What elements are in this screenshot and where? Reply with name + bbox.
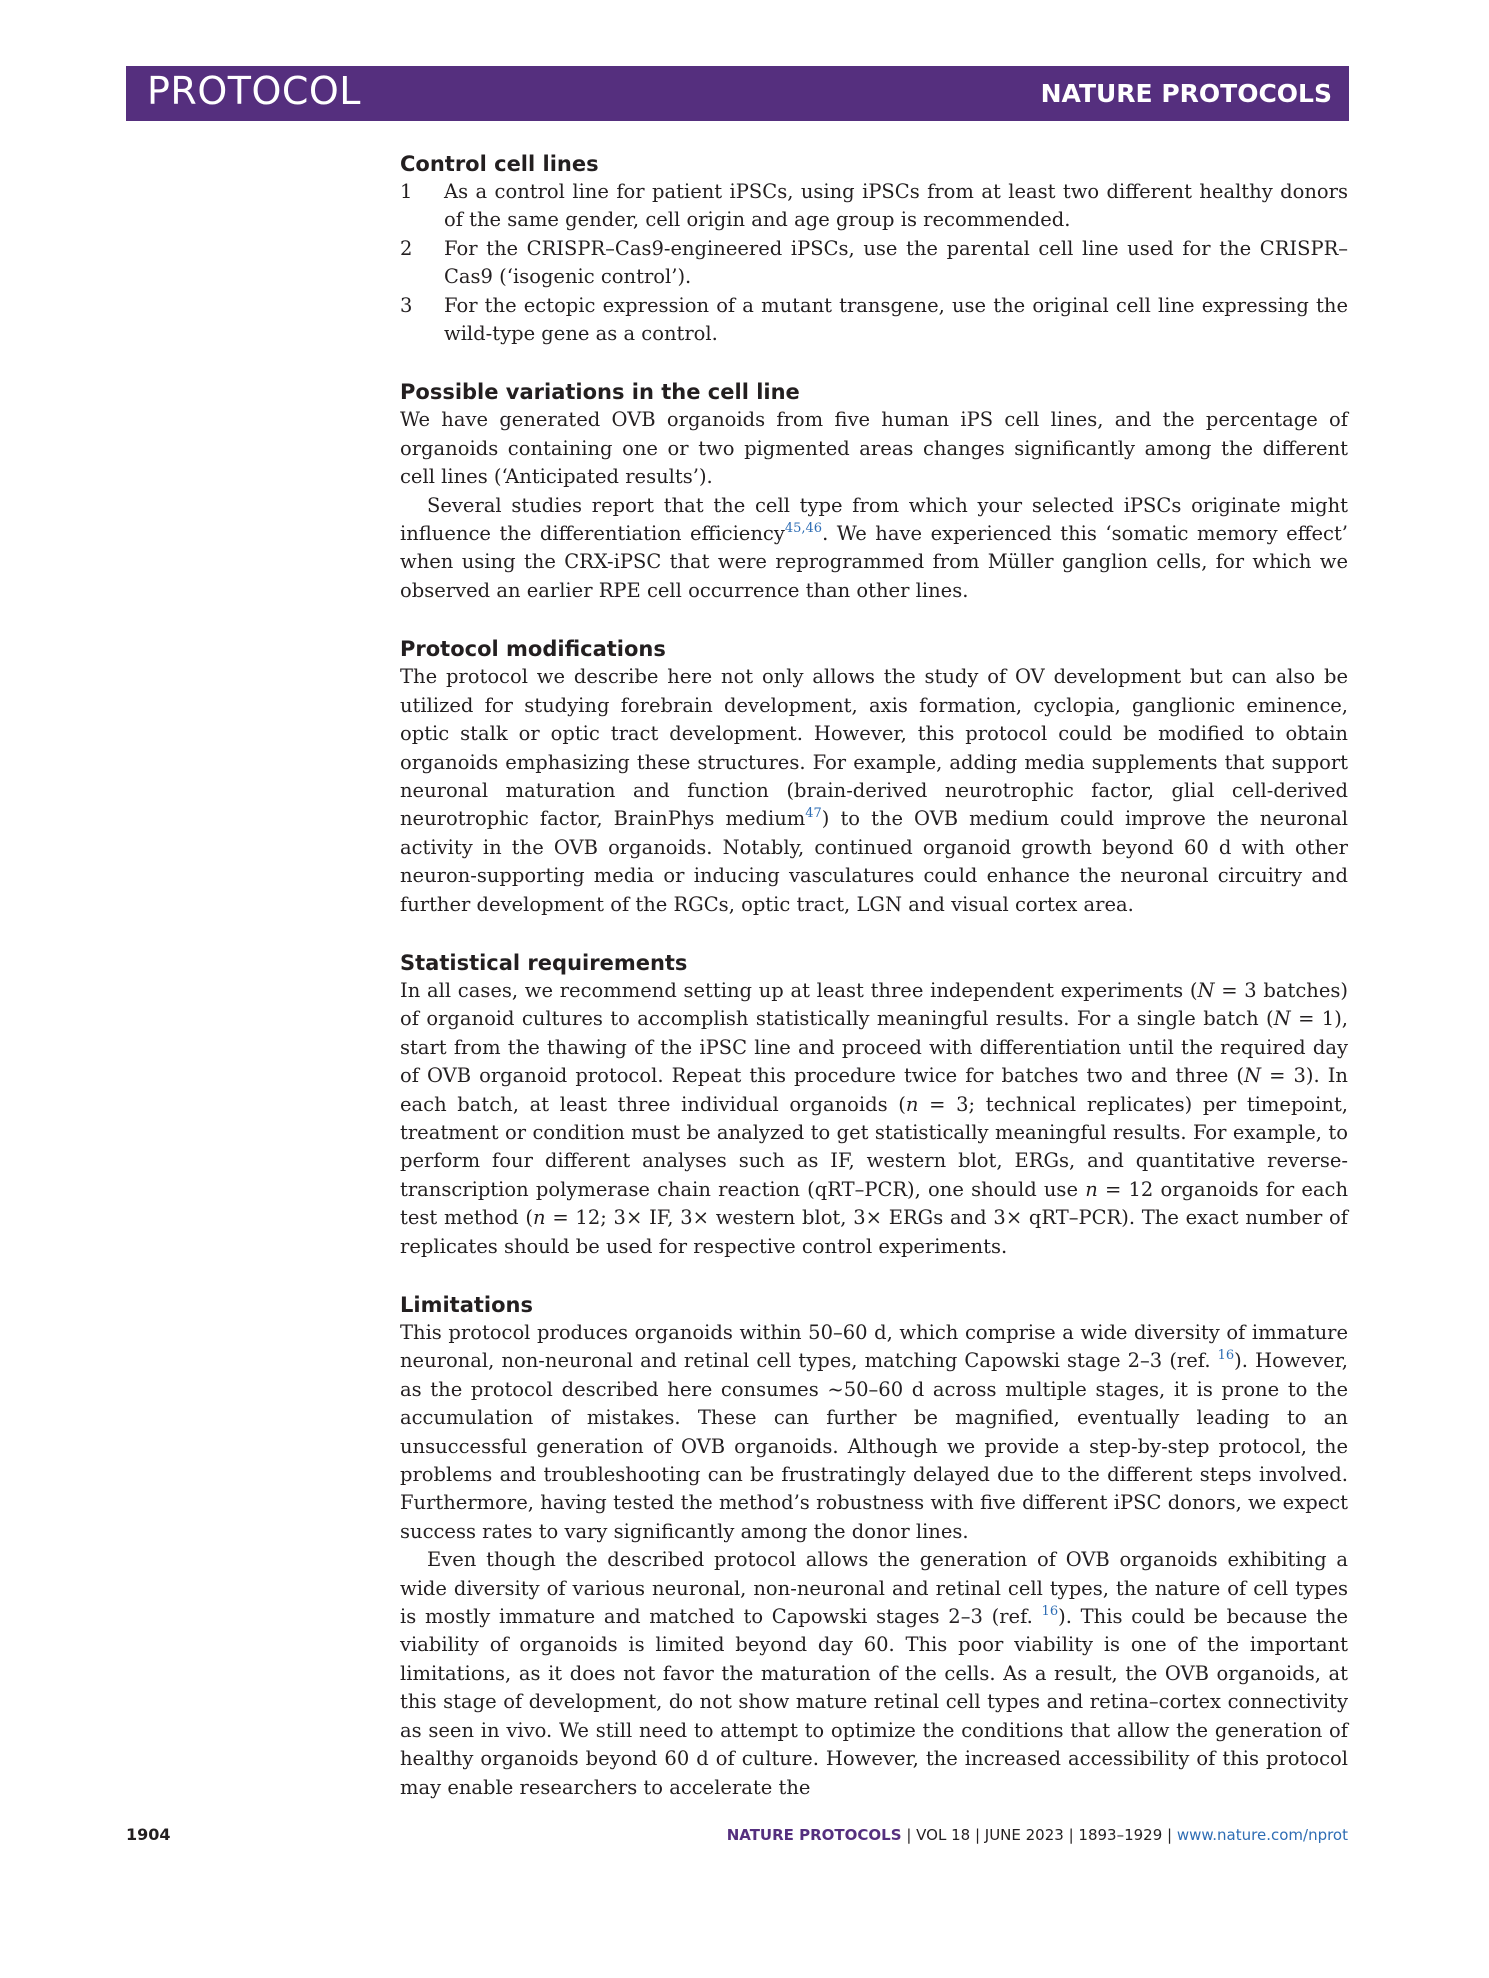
section-control-cell-lines [400, 150, 1348, 348]
paragraph-text: In all cases, we recommend setting up at least three independent experiments ( [400, 978, 1198, 1002]
footer-separator: | [1063, 1826, 1079, 1844]
math-variable: n [1085, 1177, 1098, 1201]
section-statistical-requirements [400, 949, 1348, 1261]
footer-separator: | [1162, 1826, 1177, 1844]
footer-volume: VOL 18 [916, 1826, 971, 1844]
list-item-number: 3 [400, 293, 413, 317]
paragraph-text: The protocol we describe here not only allows the study of OV development but can also be utilized for studying forebrain development, axis formation, cyclopia, ganglionic eminence, optic stalk or optic tract development. However, this protocol could be modified to obtain organoids emphasizing these structures. For example, adding media supplements that support neuronal maturation and function (brain-derived neurotrophic factor, glial cell-derived neurotrophic factor, BrainPhys medium [400, 665, 1348, 831]
footer-pages: 1893–1929 [1078, 1826, 1163, 1844]
math-variable: N [1243, 1064, 1262, 1088]
paragraph [400, 492, 1348, 606]
paragraph-text: = 12 organoids for each test method ( [400, 1177, 1349, 1230]
paragraph [400, 1319, 1348, 1546]
paragraph [400, 663, 1348, 919]
list-item-number: 1 [400, 180, 413, 203]
paragraph: We have generated OVB organoids from five human iPS cell lines, and the percentage of organoids containing one or two pigmented areas changes significantly among the different cell lines (‘Anticipated results’). [400, 408, 1348, 489]
footer-separator: | [970, 1826, 985, 1844]
list-item [400, 292, 1348, 349]
paragraph-text: ) to the OVB medium could improve the neuronal activity in the OVB organoids. Notably, continued organoid growth beyond 60 d with other neuron-supporting media or inducing vasculatures could enhance the neuronal circuitry and further development of the RGCs, optic tract, LGN and visual cortex area. [400, 807, 1348, 916]
section-limitations [400, 1291, 1348, 1802]
paragraph-text: = 3). In each batch, at least three individual organoids ( [400, 1064, 1348, 1116]
paragraph-text: ). However, as the protocol described here consumes ~50–60 d across multiple stages, it is prone to the accumulation of mistakes. These can further be magnified, eventually leading to an unsuccessful generation of OVB organoids. Although we provide a step-by-step protocol, the problems and troubleshooting can be frustratingly delayed due to the different steps involved. Furthermore, having tested the method’s robustness with five different iPSC donors, we expect success rates to vary significantly among the donor lines. [400, 1349, 1348, 1543]
section-protocol-modifications [400, 635, 1348, 919]
list-item [400, 235, 1348, 292]
paragraph-text: This protocol produces organoids within 50–60 d, which comprise a wide diversity of immature neuronal, non-neuronal and retinal cell types, matching Capowski stage 2–3 (ref. [400, 1321, 1348, 1373]
math-variable: n [905, 1092, 919, 1116]
footer-date: JUNE 2023 [984, 1826, 1064, 1844]
journal-name: NATURE PROTOCOLS [1040, 79, 1332, 108]
paragraph [400, 977, 1348, 1261]
list-item [400, 178, 1348, 235]
page-number: 1904 [126, 1825, 171, 1844]
math-variable: N [1197, 978, 1215, 1002]
list-item-text: For the ectopic expression of a mutant transgene, use the original cell line expressing the wild-type gene as a control. [444, 293, 1348, 346]
list-item-text: As a control line for patient iPSCs, using iPSCs from at least two different healthy donors of the same gender, cell origin and age group is recommended. [444, 180, 1348, 232]
citation-link[interactable]: 16 [1217, 1348, 1235, 1364]
list-item-text: For the CRISPR–Cas9-engineered iPSCs, use the parental cell line used for the CRISPR–Cas9 (‘isogenic control’). [444, 236, 1348, 289]
section-possible-variations [400, 378, 1348, 605]
numbered-list [400, 178, 1348, 348]
paragraph-text: ). This could be because the viability of organoids is limited beyond day 60. This poor viability is one of the important limitations, as it does not favor the maturation of the cells. As a result, the OVB organoids, at this stage of development, do not show mature retinal cell types and retina–cortex connectivity as seen in vivo. We still need to attempt to optimize the conditions that allow the generation of healthy organoids beyond 60 d of culture. However, the increased accessibility of this protocol may enable researchers to accelerate the [400, 1605, 1348, 1799]
footer-separator: | [901, 1826, 917, 1844]
footer-url-link[interactable]: www.nature.com/nprot [1176, 1826, 1348, 1844]
section-heading: Protocol modifications [400, 637, 666, 662]
paragraph-text: = 1), start from the thawing of the iPSC line and proceed with differentiation until the required day of OVB organoid protocol. Repeat this procedure twice for batches two and three ( [400, 1007, 1349, 1088]
citation-link[interactable]: 47 [805, 806, 822, 822]
section-heading: Limitations [400, 1293, 533, 1317]
math-variable: n [533, 1206, 546, 1230]
section-type-label: PROTOCOL [147, 69, 361, 113]
paragraph [400, 1546, 1348, 1802]
citation-link[interactable]: 16 [1041, 1604, 1059, 1620]
section-heading: Possible variations in the cell line [400, 380, 800, 405]
footer-journal: NATURE PROTOCOLS [726, 1826, 902, 1844]
math-variable: N [1273, 1007, 1291, 1031]
header-bar [126, 66, 1349, 121]
list-item-number: 2 [400, 236, 413, 260]
article-body [400, 150, 1348, 1832]
paragraph-text: = 3; technical replicates) per timepoint, treatment or condition must be analyzed to get statistically meaningful results. For example, to perform four different analyses such as IF, western blot, ERGs, and quantitative reverse-transcription polymerase chain reaction (qRT–PCR), one should use [400, 1092, 1349, 1201]
section-heading: Control cell lines [400, 152, 599, 176]
paragraph-text: . We have experienced this ‘somatic memory effect’ when using the CRX-iPSC that were reprogrammed from Müller ganglion cells, for which we observed an earlier RPE cell occurrence than other lines. [400, 522, 1348, 602]
paragraph-text: Several studies report that the cell type from which your selected iPSCs originate might influence the differentiation efficiency [400, 493, 1348, 546]
section-heading: Statistical requirements [400, 950, 688, 975]
citation-link[interactable]: 45,46 [784, 521, 823, 537]
paragraph-text: Even though the described protocol allows the generation of OVB organoids exhibiting a wide diversity of various neuronal, non-neuronal and retinal cell types, the nature of cell types is mostly immature and matched to Capowski stages 2–3 (ref. [400, 1548, 1348, 1629]
paragraph-text: = 3 batches) of organoid cultures to accomplish statistically meaningful results. For a single batch ( [400, 978, 1348, 1031]
footer-citation [727, 1826, 1348, 1844]
paragraph-text: = 12; 3× IF, 3× western blot, 3× ERGs and 3× qRT–PCR). The exact number of replicates should be used for respective control experiments. [400, 1206, 1348, 1258]
